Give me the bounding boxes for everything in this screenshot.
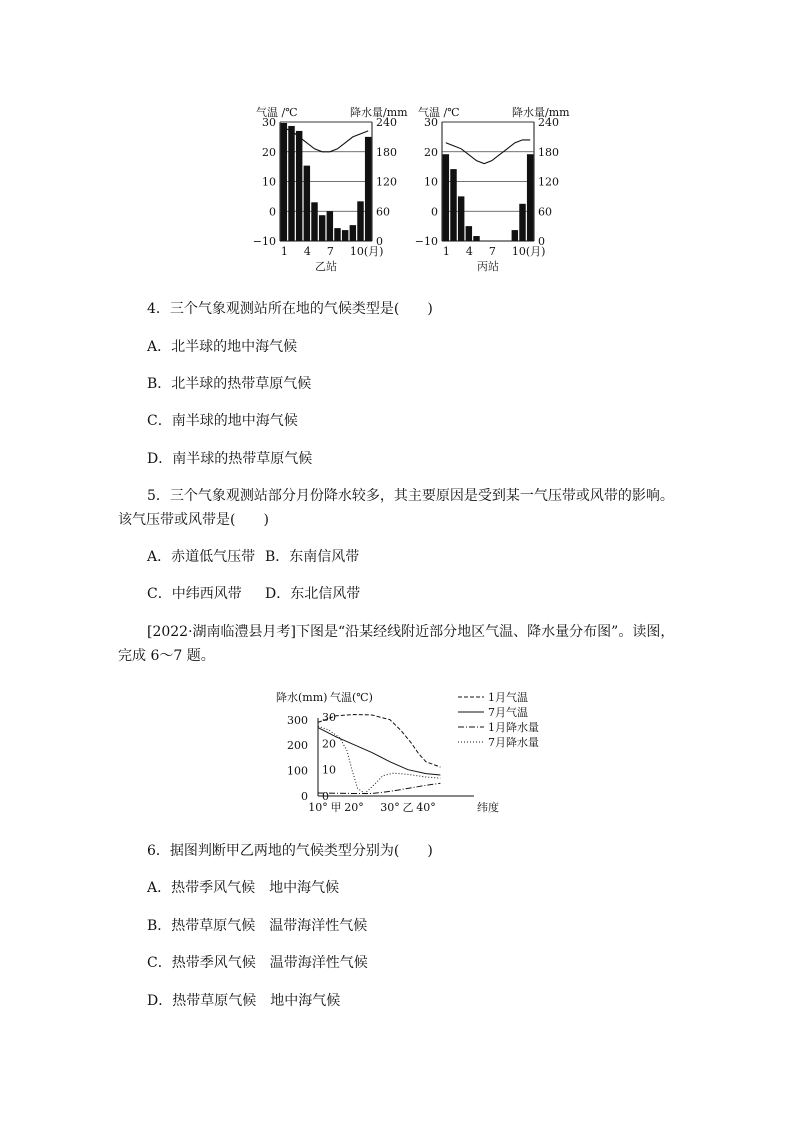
- month-tick-label: 1: [442, 245, 450, 258]
- temp-tick-label: 10: [322, 763, 336, 777]
- precip-bar: [281, 123, 287, 241]
- climate-charts: [0, 0, 794, 290]
- station-name: 乙站: [315, 260, 337, 273]
- month-tick-label: 4: [465, 245, 473, 258]
- temp-tick-label: 10: [262, 175, 276, 189]
- temp-axis-title: 气温 /℃: [256, 106, 298, 119]
- q5-option-a[interactable]: A．赤道低气压带: [147, 549, 256, 565]
- precip-tick-label: 300: [287, 713, 308, 727]
- precip-tick-label: 180: [538, 145, 559, 159]
- q6-option-d[interactable]: D．热带草原气候 地中海气候: [147, 993, 341, 1009]
- temp-tick-label: 0: [269, 205, 276, 219]
- temp-tick-label: 30: [322, 711, 336, 725]
- temp-tick-label: 20: [322, 737, 336, 751]
- precip-tick-label: 120: [376, 175, 397, 189]
- marker-yi: 乙: [402, 801, 414, 814]
- temp-tick-label: 20: [262, 145, 276, 159]
- series-line: [318, 783, 440, 793]
- temp-tick-label: 30: [424, 116, 438, 129]
- latitude-climate-chart: [0, 680, 794, 820]
- temp-tick-label: 30: [262, 116, 276, 129]
- lat-tick-label: 30°: [380, 801, 400, 814]
- month-tick-label: 4: [303, 245, 311, 258]
- precip-tick-label: 200: [287, 739, 308, 753]
- q6-stem: 6．据图判断甲乙两地的气候类型分别为( ): [147, 843, 433, 859]
- lat-tick-label: 20°: [344, 801, 364, 814]
- series-line: [318, 715, 440, 768]
- precip-bar: [304, 166, 310, 241]
- precip-tick-label: 240: [538, 116, 559, 129]
- precip-bar: [473, 236, 479, 241]
- q4-option-b[interactable]: B．北半球的热带草原气候: [147, 376, 312, 392]
- temp-tick-label: −10: [252, 235, 276, 248]
- precip-bar: [350, 225, 356, 241]
- precip-tick-label: 120: [538, 175, 559, 189]
- climate-chart-yi: [253, 105, 408, 273]
- q5-stem-line1: 5．三个气象观测站部分月份降水较多，其主要原因是受到某一气压带或风带的影响。: [147, 488, 674, 504]
- legend-label: 1月降水量: [488, 721, 539, 734]
- precip-bar: [296, 131, 302, 241]
- lat-tick-label: 40°: [416, 801, 436, 814]
- month-tick-label: 10(月): [349, 245, 384, 258]
- temp-axis-title: 气温(℃): [330, 691, 373, 704]
- marker-jia: 甲: [330, 801, 342, 814]
- q6-option-a[interactable]: A．热带季风气候 地中海气候: [147, 880, 340, 896]
- precip-axis-title: 降水(mm): [276, 691, 328, 704]
- q6-option-c[interactable]: C．热带季风气候 温带海洋性气候: [147, 955, 368, 971]
- month-tick-label: 7: [326, 245, 334, 258]
- series-line: [318, 728, 440, 775]
- precip-tick-label: 240: [376, 116, 397, 129]
- q4-option-a[interactable]: A．北半球的地中海气候: [147, 339, 298, 355]
- legend-label: 1月气温: [488, 691, 528, 704]
- precip-bar: [327, 211, 333, 241]
- precip-bar: [519, 204, 525, 241]
- q5-option-b[interactable]: B．东南信风带: [265, 549, 360, 565]
- q5-option-d[interactable]: D．东北信风带: [265, 586, 361, 602]
- temp-tick-label: 0: [431, 205, 438, 219]
- q5-option-c[interactable]: C．中纬西风带: [147, 586, 242, 602]
- precip-bar: [450, 169, 456, 241]
- precip-tick-label: 180: [376, 145, 397, 159]
- precip-tick-label: 0: [376, 235, 383, 248]
- precip-bar: [288, 126, 294, 241]
- precip-tick-label: 0: [538, 235, 545, 248]
- precip-bar: [319, 215, 325, 241]
- precip-tick-label: 60: [538, 205, 552, 219]
- precip-tick-label: 100: [287, 764, 308, 778]
- precip-axis-title: 降水量/mm: [350, 106, 408, 119]
- month-tick-label: 1: [280, 245, 288, 258]
- station-name: 丙站: [477, 260, 499, 273]
- precip-bar: [527, 154, 533, 241]
- temp-axis-title: 气温 /℃: [418, 106, 460, 119]
- q6-option-b[interactable]: B．热带草原气候 温带海洋性气候: [147, 918, 368, 934]
- q4-option-d[interactable]: D．南半球的热带草原气候: [147, 451, 313, 467]
- month-tick-label: 7: [488, 245, 496, 258]
- legend-label: 7月气温: [488, 706, 528, 719]
- precip-bar: [357, 201, 363, 241]
- intro-line1: [2022·湖南临澧县月考]下图是“沿某经线附近部分地区气温、降水量分布图”。读图，: [147, 624, 675, 640]
- climate-chart-bing: [415, 105, 570, 273]
- precip-axis-title: 降水量/mm: [512, 106, 570, 119]
- temp-tick-label: 0: [322, 790, 329, 803]
- lat-tick-label: 10°: [308, 801, 328, 814]
- precip-tick-label: 60: [376, 205, 390, 219]
- temp-tick-label: 20: [424, 145, 438, 159]
- precip-bar: [458, 196, 464, 241]
- precip-bar: [512, 230, 518, 241]
- precip-bar: [365, 137, 371, 241]
- x-axis-title: 纬度: [477, 801, 499, 814]
- q5-stem-line2: 该气压带或风带是( ): [118, 512, 269, 528]
- precip-bar: [311, 202, 317, 241]
- precip-tick-label: 0: [301, 790, 308, 803]
- precip-bar: [334, 228, 340, 241]
- intro-line2: 完成 6～7 题。: [118, 648, 215, 664]
- q4-stem: 4．三个气象观测站所在地的气候类型是( ): [147, 301, 433, 317]
- precip-bar: [466, 226, 472, 241]
- temp-tick-label: −10: [414, 235, 438, 248]
- q4-option-c[interactable]: C．南半球的地中海气候: [147, 413, 298, 429]
- month-tick-label: 10(月): [511, 245, 546, 258]
- precip-bar: [443, 154, 449, 241]
- legend-label: 7月降水量: [488, 736, 539, 749]
- series-line: [318, 726, 440, 793]
- precip-bar: [342, 230, 348, 241]
- temp-tick-label: 10: [424, 175, 438, 189]
